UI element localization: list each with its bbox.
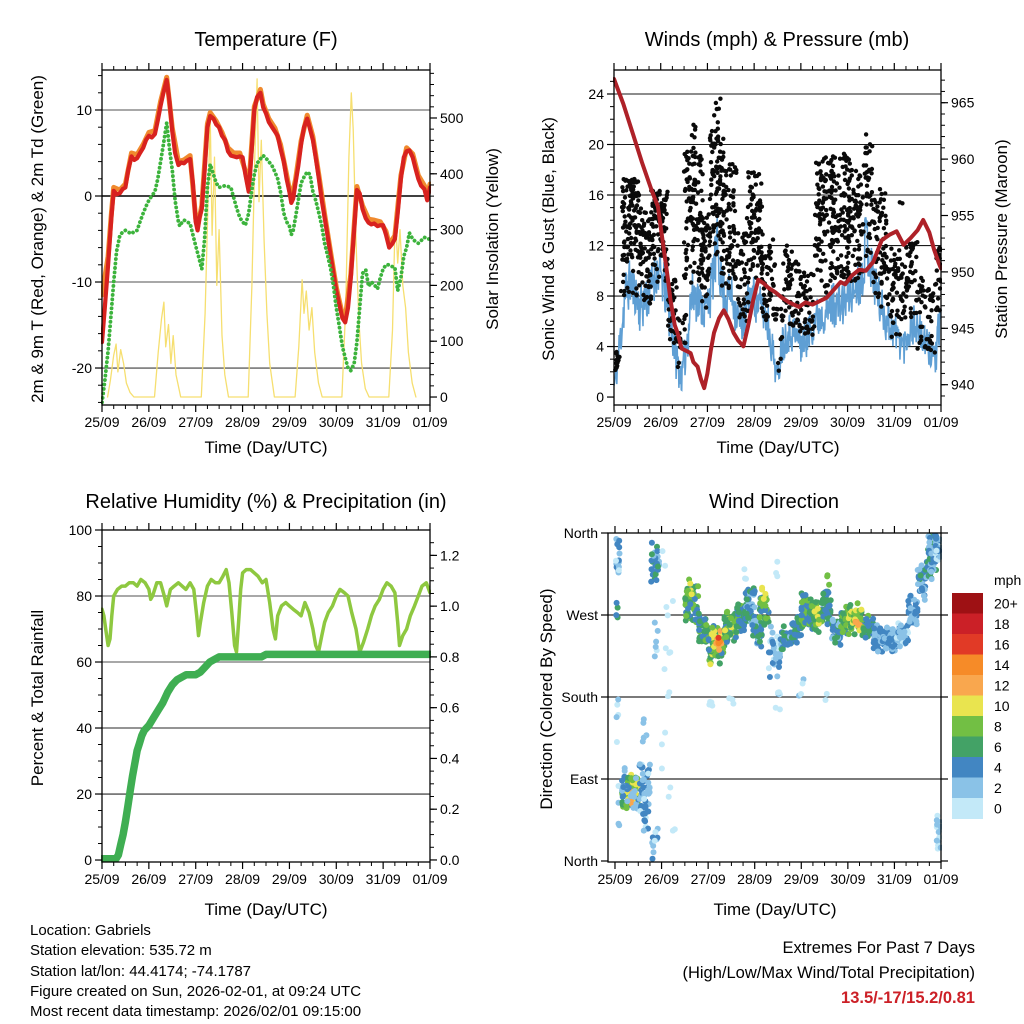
- temp-xaxis-label: Time (Day/UTC): [204, 438, 328, 457]
- colorbar-label: 12: [994, 677, 1010, 694]
- humidity-precip-title: Relative Humidity (%) & Precipitation (in): [85, 491, 447, 513]
- series-total-rainfall: [102, 654, 430, 858]
- winds-pressure-title: Winds (mph) & Pressure (mb): [644, 29, 910, 51]
- svg-text:29/09: 29/09: [783, 414, 819, 430]
- svg-text:01/09: 01/09: [923, 414, 959, 430]
- svg-text:500: 500: [440, 109, 464, 126]
- svg-text:0: 0: [440, 389, 448, 406]
- panel-winddir: [561, 525, 1021, 887]
- svg-text:0.2: 0.2: [440, 801, 460, 818]
- svg-text:300: 300: [440, 221, 464, 238]
- colorbar-label: 2: [994, 779, 1002, 796]
- panel-temp-series: [102, 77, 430, 402]
- svg-text:80: 80: [76, 588, 92, 605]
- svg-text:29/09: 29/09: [271, 871, 307, 887]
- svg-text:950: 950: [951, 263, 975, 280]
- station-info: [30, 921, 361, 1022]
- extremes-values: 13.5/-17/15.2/0.81: [841, 989, 975, 1007]
- winds-yaxis-left-label: Sonic Wind & Gust (Blue, Black): [539, 117, 558, 361]
- svg-text:0.6: 0.6: [440, 699, 460, 716]
- wind-direction-title: Wind Direction: [708, 491, 840, 513]
- svg-text:0: 0: [84, 188, 92, 205]
- panel-temp: [72, 63, 464, 430]
- svg-text:28/09: 28/09: [736, 414, 772, 430]
- extremes-subheading: (High/Low/Max Wind/Total Precipitation): [682, 964, 975, 982]
- svg-text:31/09: 31/09: [876, 414, 912, 430]
- svg-text:1.2: 1.2: [440, 547, 460, 564]
- svg-text:30/09: 30/09: [318, 414, 354, 430]
- svg-text:30/09: 30/09: [830, 414, 866, 430]
- svg-text:1.0: 1.0: [440, 598, 460, 615]
- svg-text:0.0: 0.0: [440, 851, 460, 868]
- winddir-yaxis-left-label: Direction (Colored By Speed): [537, 588, 556, 810]
- svg-text:26/09: 26/09: [644, 871, 680, 887]
- svg-text:0: 0: [84, 852, 92, 869]
- svg-text:26/09: 26/09: [131, 871, 167, 887]
- svg-text:0.8: 0.8: [440, 648, 460, 665]
- svg-text:960: 960: [951, 151, 975, 168]
- svg-text:25/09: 25/09: [84, 414, 120, 430]
- svg-text:30/09: 30/09: [830, 871, 866, 887]
- colorbar-label: 6: [994, 738, 1002, 755]
- svg-text:30/09: 30/09: [318, 871, 354, 887]
- svg-text:31/09: 31/09: [365, 414, 401, 430]
- svg-text:20: 20: [588, 136, 604, 153]
- colorbar-label: 0: [994, 800, 1002, 817]
- colorbar-label: 10: [994, 697, 1010, 714]
- series-relative-humidity: [102, 570, 430, 653]
- svg-text:16: 16: [588, 187, 604, 204]
- svg-text:400: 400: [440, 165, 464, 182]
- series-pressure: [614, 79, 941, 388]
- svg-text:26/09: 26/09: [643, 414, 679, 430]
- speed-colorbar: [952, 572, 1021, 819]
- svg-text:28/09: 28/09: [225, 414, 261, 430]
- data-timestamp: Most recent data timestamp: 2026/02/01 09:15:00: [30, 1003, 362, 1021]
- svg-text:West: West: [566, 606, 598, 623]
- station-latlon: Station lat/lon: 44.4174; -74.1787: [30, 962, 252, 980]
- svg-text:25/09: 25/09: [596, 414, 632, 430]
- rh-xaxis-label: Time (Day/UTC): [204, 900, 328, 919]
- svg-text:945: 945: [951, 320, 975, 337]
- svg-text:27/09: 27/09: [178, 414, 214, 430]
- colorbar-label: 16: [994, 636, 1010, 653]
- svg-text:25/09: 25/09: [84, 871, 120, 887]
- station-elevation: Station elevation: 535.72 m: [30, 942, 212, 960]
- svg-text:26/09: 26/09: [131, 414, 167, 430]
- svg-text:0: 0: [596, 389, 604, 406]
- svg-text:27/09: 27/09: [178, 871, 214, 887]
- svg-text:29/09: 29/09: [783, 871, 819, 887]
- temp-yaxis-left-label: 2m & 9m T (Red, Orange) & 2m Td (Green): [28, 75, 47, 403]
- svg-text:10: 10: [76, 101, 92, 118]
- svg-text:955: 955: [951, 207, 975, 224]
- svg-text:12: 12: [588, 237, 604, 254]
- svg-text:North: North: [563, 525, 598, 541]
- colorbar-label: 8: [994, 718, 1002, 735]
- colorbar-label: 20+: [994, 595, 1018, 612]
- svg-text:29/09: 29/09: [271, 414, 307, 430]
- svg-text:60: 60: [76, 654, 92, 671]
- svg-text:27/09: 27/09: [690, 871, 726, 887]
- winddir-xaxis-label: Time (Day/UTC): [713, 900, 837, 919]
- svg-text:-20: -20: [71, 360, 92, 377]
- svg-text:North: North: [563, 852, 598, 869]
- svg-text:940: 940: [951, 376, 975, 393]
- series-td2m: [102, 123, 430, 403]
- figure-created: Figure created on Sun, 2026-02-01, at 09:24 UTC: [30, 982, 362, 1000]
- svg-text:40: 40: [76, 720, 92, 737]
- svg-text:East: East: [569, 770, 598, 787]
- winds-yaxis-right-label: Station Pressure (Maroon): [992, 139, 1011, 339]
- svg-text:200: 200: [440, 277, 464, 294]
- colorbar-label: 14: [994, 656, 1010, 673]
- rh-yaxis-left-label: Percent & Total Rainfall: [28, 609, 47, 787]
- temp-yaxis-right-label: Solar Insolation (Yellow): [483, 148, 502, 330]
- svg-text:965: 965: [951, 94, 975, 111]
- station-location: Location: Gabriels: [30, 922, 151, 939]
- panel-winds-series: [613, 79, 943, 390]
- svg-text:100: 100: [68, 522, 92, 538]
- svg-text:0.4: 0.4: [440, 750, 460, 767]
- svg-text:25/09: 25/09: [597, 871, 633, 887]
- svg-text:South: South: [561, 688, 598, 705]
- svg-text:100: 100: [440, 333, 464, 350]
- svg-text:01/09: 01/09: [412, 871, 448, 887]
- extremes-heading: Extremes For Past 7 Days: [782, 939, 975, 957]
- svg-text:-10: -10: [71, 274, 92, 291]
- svg-text:20: 20: [76, 786, 92, 803]
- panel-winds: [588, 63, 974, 430]
- svg-text:4: 4: [596, 338, 604, 355]
- svg-text:31/09: 31/09: [365, 871, 401, 887]
- svg-text:8: 8: [596, 288, 604, 305]
- colorbar-label: 18: [994, 615, 1010, 632]
- svg-text:24: 24: [588, 85, 604, 102]
- panel-rh-series: [102, 570, 430, 859]
- svg-text:01/09: 01/09: [412, 414, 448, 430]
- panel-rh: [69, 522, 460, 887]
- colorbar-title: mph: [994, 572, 1022, 588]
- svg-text:31/09: 31/09: [876, 871, 912, 887]
- winds-xaxis-label: Time (Day/UTC): [716, 438, 840, 457]
- temperature-title: Temperature (F): [194, 29, 338, 51]
- svg-text:28/09: 28/09: [225, 871, 261, 887]
- svg-text:28/09: 28/09: [737, 871, 773, 887]
- colorbar-label: 4: [994, 759, 1002, 776]
- svg-text:27/09: 27/09: [689, 414, 725, 430]
- svg-text:01/09: 01/09: [923, 871, 959, 887]
- extremes-block: [682, 936, 975, 1011]
